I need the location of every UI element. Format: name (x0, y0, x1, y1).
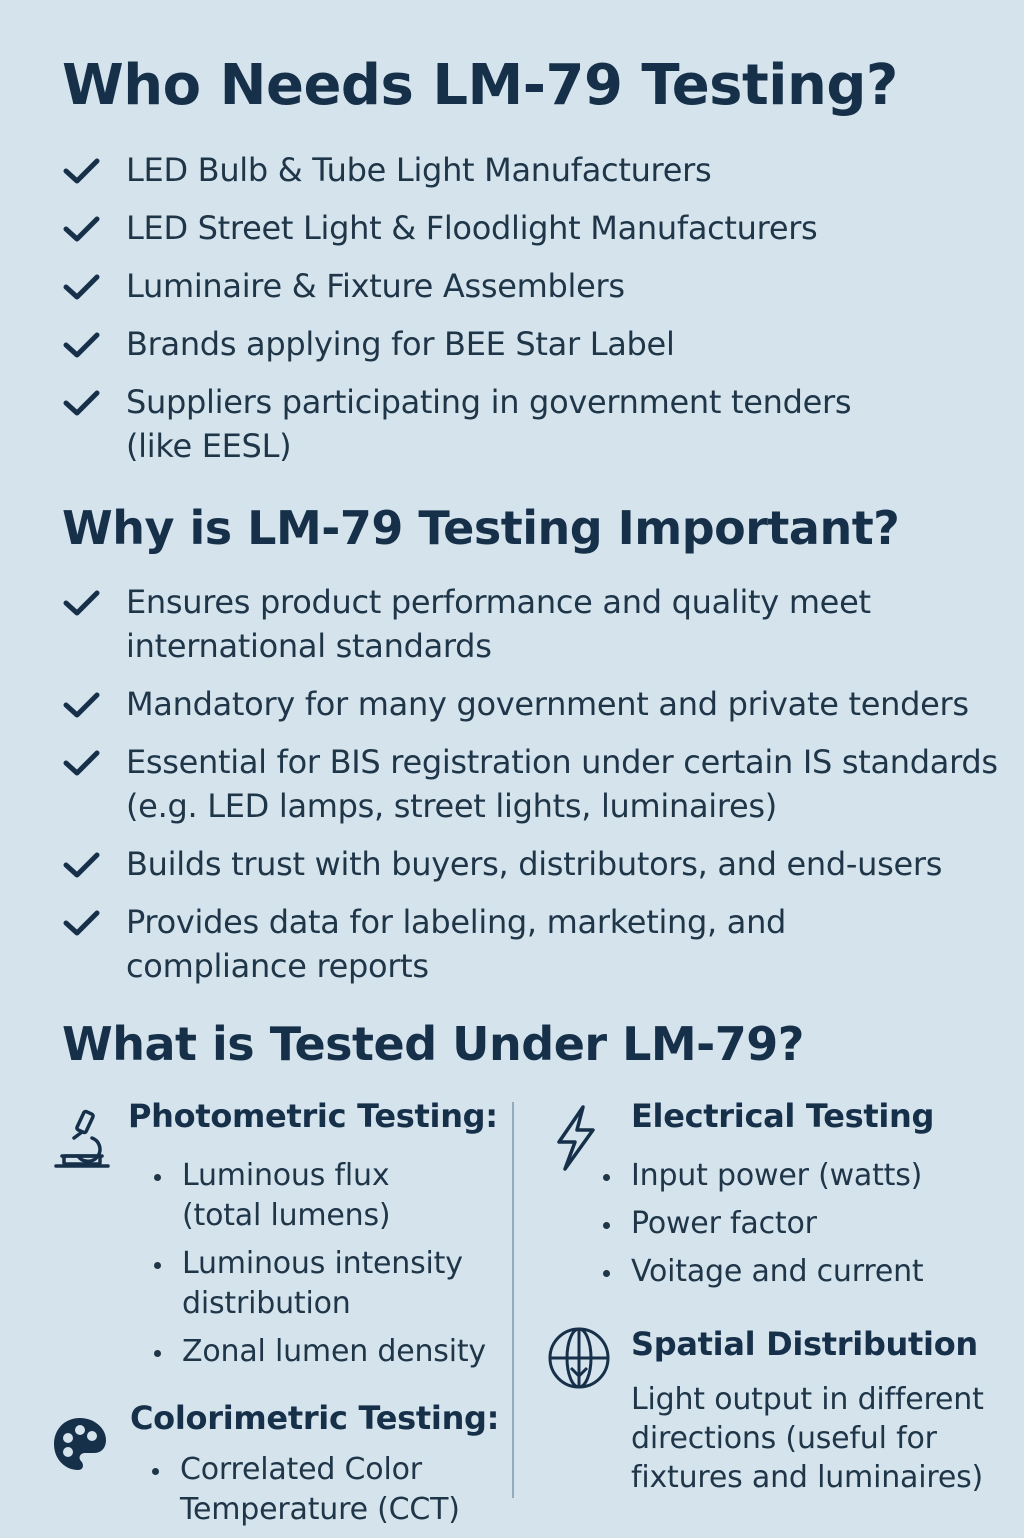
microscope-icon (54, 1108, 110, 1170)
list-item: Input power (watts) (585, 1156, 1005, 1196)
list-item (62, 380, 886, 468)
checkmark-icon (62, 588, 102, 618)
spatial-description: Light output in different directions (useful for fixtures and luminaires) (631, 1382, 984, 1495)
electrical-list (585, 1156, 1005, 1300)
checkmark-icon (62, 748, 102, 778)
checkmark-icon (62, 388, 102, 418)
list-item-text: Essential for BIS registration under certain IS standards (e.g. LED lamps, street lights, luminaires) (126, 743, 998, 825)
list-item-text: LED Bulb & Tube Light Manufacturers (126, 151, 712, 189)
photometric-list (136, 1156, 496, 1380)
photometric-title: Photometric Testing: (128, 1097, 498, 1135)
list-item-text: Brands applying for BEE Star Label (126, 325, 675, 363)
checkmark-icon (62, 850, 102, 880)
left-column (52, 1090, 502, 1530)
list-item: Power factor (585, 1204, 1005, 1244)
section-what-title: What is Tested Under LM-79? (62, 1017, 804, 1071)
list-item (62, 322, 1002, 366)
spatial-title: Spatial Distribution (631, 1325, 978, 1363)
list-item: Luminous intensity distribution (136, 1244, 482, 1324)
checkmark-icon (62, 330, 102, 360)
palette-icon (52, 1416, 108, 1472)
list-item: Zonal lumen density (136, 1332, 496, 1372)
colorimetric-list (134, 1450, 494, 1538)
list-item (62, 842, 1002, 886)
list-item-text: Ensures product performance and quality meet international standards (126, 583, 871, 665)
checkmark-icon (62, 272, 102, 302)
list-item-text: Luminaire & Fixture Assemblers (126, 267, 625, 305)
list-item-text: Suppliers participating in government tenders (like EESL) (126, 383, 852, 465)
list-item (62, 682, 1002, 726)
right-column (545, 1090, 1015, 1510)
why-list (62, 580, 1002, 1002)
list-item-text: Mandatory for many government and private tenders (126, 685, 969, 723)
checkmark-icon (62, 214, 102, 244)
column-divider (512, 1102, 514, 1498)
section-who-title: Who Needs LM-79 Testing? (62, 53, 898, 118)
list-item-text: Provides data for labeling, marketing, and compliance reports (126, 903, 787, 985)
checkmark-icon (62, 908, 102, 938)
list-item (62, 580, 906, 668)
list-item (62, 740, 1006, 828)
list-item-text: LED Street Light & Floodlight Manufacturers (126, 209, 818, 247)
list-item (62, 148, 1002, 192)
who-list (62, 148, 1002, 482)
list-item: Luminous flux (total lumens) (136, 1156, 412, 1236)
checkmark-icon (62, 156, 102, 186)
checkmark-icon (62, 690, 102, 720)
list-item: Correlated Color Temperature (CCT) (134, 1450, 500, 1530)
electrical-title: Electrical Testing (631, 1097, 935, 1135)
colorimetric-title: Colorimetric Testing: (130, 1399, 500, 1437)
section-why-title: Why is LM-79 Testing Important? (62, 501, 900, 555)
list-item (62, 900, 866, 988)
list-item: Voitage and current (585, 1252, 1005, 1292)
list-item (62, 206, 1002, 250)
list-item (62, 264, 1002, 308)
globe-icon (547, 1326, 611, 1390)
list-item-text: Builds trust with buyers, distributors, and end-users (126, 845, 943, 883)
